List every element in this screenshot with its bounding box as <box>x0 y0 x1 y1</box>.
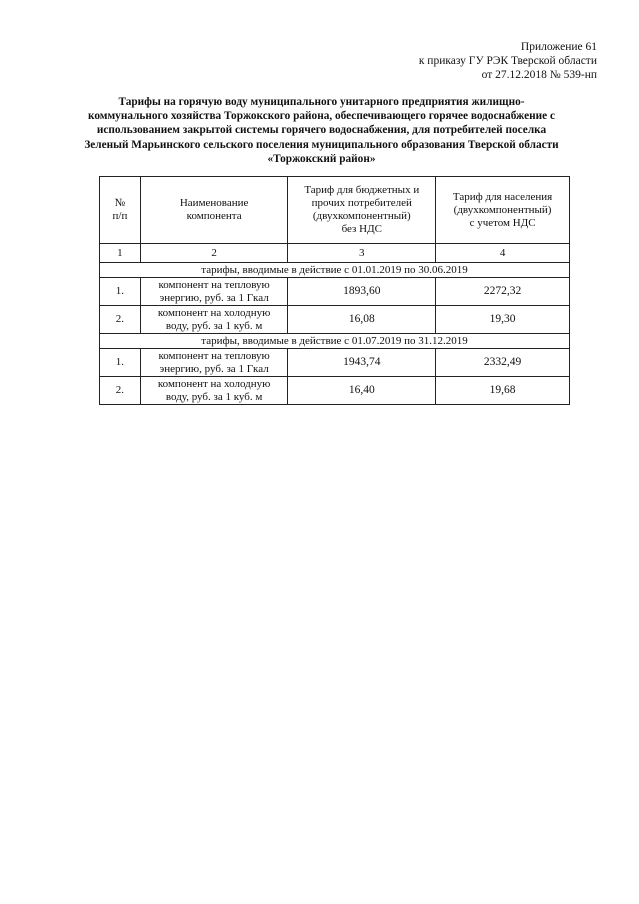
period-row <box>100 334 570 349</box>
header-num-line: п/п <box>112 210 128 222</box>
header-population-line: с учетом НДС <box>469 216 536 229</box>
header-budget-line: прочих потребителей <box>311 197 412 209</box>
row-num: 2. <box>100 377 141 405</box>
order-reference: к приказу ГУ РЭК Тверской области <box>418 55 597 67</box>
period-label: тарифы, вводимые в действие с 01.07.2019 по 31.12.2019 <box>100 334 570 349</box>
component-name <box>140 377 288 405</box>
column-number: 1 <box>100 244 141 263</box>
budget-tariff-value: 1893,60 <box>288 278 436 306</box>
component-name-line: энергию, руб. за 1 Гкал <box>159 362 269 375</box>
header-name-line: Наименование <box>179 197 249 209</box>
budget-tariff-value: 1943,74 <box>288 349 436 377</box>
period-row <box>100 263 570 278</box>
population-tariff-value: 19,68 <box>436 377 570 405</box>
population-tariff-value: 2272,32 <box>436 278 570 306</box>
header-budget-line: без НДС <box>341 223 382 235</box>
component-name-line: воду, руб. за 1 куб. м <box>165 319 263 332</box>
title-line: использованием закрытой системы горячего водоснабжения, для потребителей поселка <box>96 124 547 137</box>
header-budget-tariff <box>288 177 436 244</box>
title-line: «Торжокский район» <box>267 152 376 165</box>
header-population-line: Тариф для населения <box>452 190 553 203</box>
row-num: 2. <box>100 306 141 334</box>
component-name-line: компонент на холодную <box>157 306 271 319</box>
title-line: Тарифы на горячую воду муниципального унитарного предприятия жилищно- <box>118 96 525 108</box>
header-num-line: № <box>114 197 126 209</box>
column-numbers-row <box>100 244 570 263</box>
component-name-line: компонент на холодную <box>157 377 271 390</box>
population-tariff-value: 2332,49 <box>436 349 570 377</box>
tariff-table <box>99 176 570 405</box>
header-population-line: (двухкомпонентный) <box>453 203 552 216</box>
column-number: 2 <box>140 244 288 263</box>
table-row <box>100 278 570 306</box>
row-num: 1. <box>100 349 141 377</box>
component-name-line: воду, руб. за 1 куб. м <box>165 390 263 403</box>
column-number: 3 <box>288 244 436 263</box>
budget-tariff-value: 16,08 <box>288 306 436 334</box>
header-name-line: компонента <box>186 210 242 222</box>
header-name <box>140 177 288 244</box>
title-line: Зеленый Марьинского сельского поселения муниципального образования Тверской области <box>84 138 559 151</box>
component-name-line: компонент на тепловую <box>158 278 270 291</box>
component-name <box>140 306 288 334</box>
header-budget-line: Тариф для бюджетных и <box>304 184 420 196</box>
header-budget-line: (двухкомпонентный) <box>312 210 411 222</box>
component-name-line: энергию, руб. за 1 Гкал <box>159 291 269 304</box>
component-name <box>140 349 288 377</box>
component-name-line: компонент на тепловую <box>158 349 270 362</box>
component-name <box>140 278 288 306</box>
header-population-tariff <box>436 177 570 244</box>
table-row <box>100 349 570 377</box>
title-line: коммунального хозяйства Торжокского района, обеспечивающего горячее водоснабжение с <box>87 110 555 123</box>
table-header-row <box>100 177 570 244</box>
row-num: 1. <box>100 278 141 306</box>
budget-tariff-value: 16,40 <box>288 377 436 405</box>
document-title <box>80 95 563 166</box>
table-row <box>100 377 570 405</box>
appendix-label: Приложение 61 <box>520 41 597 53</box>
population-tariff-value: 19,30 <box>436 306 570 334</box>
appendix-header <box>419 40 597 82</box>
period-label: тарифы, вводимые в действие с 01.01.2019 по 30.06.2019 <box>100 263 570 278</box>
header-num <box>100 177 141 244</box>
column-number: 4 <box>436 244 570 263</box>
table-row <box>100 306 570 334</box>
order-date-number: от 27.12.2018 № 539-нп <box>481 69 597 81</box>
